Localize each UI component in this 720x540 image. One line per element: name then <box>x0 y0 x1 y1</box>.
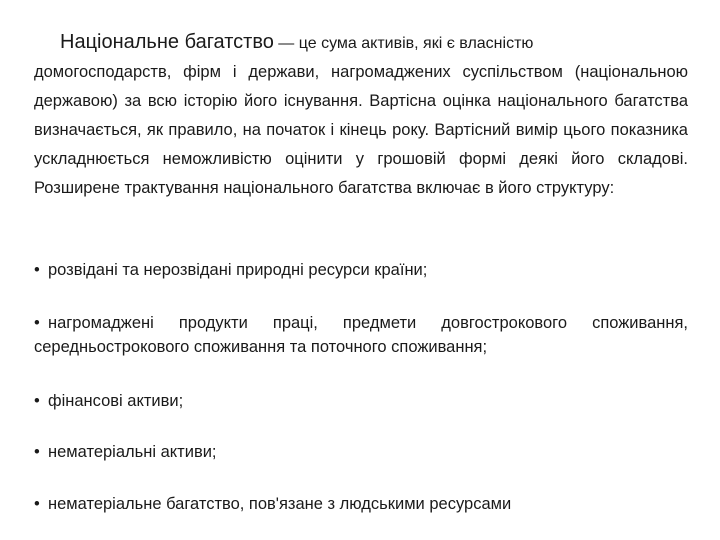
list-item-text: фінансові активи; <box>48 392 184 410</box>
list-item <box>34 258 688 282</box>
list-item-text: нематеріальні активи; <box>48 443 217 461</box>
list-item <box>34 311 688 359</box>
bullet-marker: • <box>34 443 40 461</box>
definition-first-line <box>34 28 688 58</box>
bullet-marker: • <box>34 314 40 332</box>
bullet-marker: • <box>34 392 40 410</box>
bullet-marker: • <box>34 261 40 279</box>
list-item <box>34 389 688 413</box>
intro-paragraph <box>34 28 688 203</box>
list-item-text: нематеріальне багатство, пов'язане з людськими ресурсами <box>48 495 512 513</box>
list-item-text: нагромаджені продукти праці, предмети довгострокового споживання, середньострокового споживання та поточного споживання; <box>34 314 688 356</box>
term-heading: Національне багатство <box>60 31 274 53</box>
definition-body: домогосподарств, фірм і держави, нагромаджених суспільством (національною державою) за всю історію його існування. Вартісна оцінка національного багатства визначається, як правило, на початок і кінець року. Вартісний вимір цього показника ускладнюється неможливістю оцінити у грошовій формі деякі його складові. Розширене трактування національного багатства включає в його структуру: <box>34 63 688 197</box>
list-item <box>34 440 688 464</box>
definition-start: — це сума активів, які є власністю <box>273 35 534 52</box>
bullet-marker: • <box>34 495 40 513</box>
list-item-text: розвідані та нерозвідані природні ресурси країни; <box>48 261 428 279</box>
list-item <box>34 492 688 516</box>
